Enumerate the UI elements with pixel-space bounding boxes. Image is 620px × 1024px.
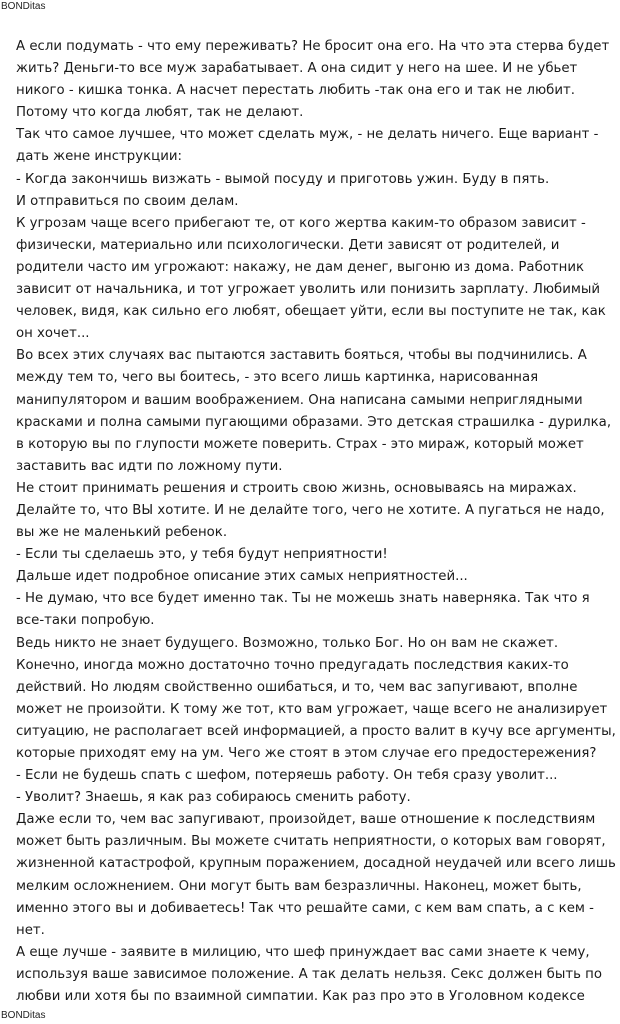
text-line: К угрозам чаще всего прибегают те, от кого жертва каким-то образом зависит - [16, 215, 586, 231]
text-line: Ведь никто не знает будущего. Возможно, только Бог. Но он вам не скажет. [16, 635, 559, 651]
text-line: Дальше идет подробное описание этих самых неприятностей... [16, 569, 468, 585]
text-line: Потому что когда любят, так не делают. [16, 105, 304, 121]
text-line: Во всех этих случаях вас пытаются заставить бояться, чтобы вы подчинились. А [16, 348, 587, 364]
text-line: нет. [16, 922, 45, 938]
text-line: - Не думаю, что все будет именно так. Ты не можешь знать наверняка. Так что я [16, 591, 590, 607]
text-line: ситуацию, не располагает всей информацией, а просто валит в кучу все аргументы, [16, 723, 616, 739]
text-line: никого - кишка тонка. А насчет перестать любить -так она его и так не любит. [16, 83, 575, 99]
text-line: Даже если то, чем вас запугивают, произойдет, ваше отношение к последствиям [16, 812, 596, 828]
footer-source-label: BONDitas [1, 1010, 46, 1021]
text-line: в которую вы по глупости можете поверить. Страх - это мираж, который может [16, 436, 584, 452]
text-line: родители часто им угрожают: накажу, не дам денег, выгоню из дома. Работник [16, 259, 585, 275]
text-line: заставить вас идти по ложному пути. [16, 458, 283, 474]
text-line: он хочет... [16, 326, 90, 342]
text-line: которые приходят ему на ум. Чего же стоят в этом случае его предостережения? [16, 746, 597, 761]
text-line: - Если не будешь спать с шефом, потеряешь работу. Он тебя сразу уволит... [16, 768, 558, 784]
text-line: именно этого вы и добиваетесь! Так что решайте сами, с кем вам спать, а с кем - [16, 900, 594, 916]
text-line: - Уволит? Знаешь, я как раз собираюсь сменить работу. [16, 790, 411, 806]
body-text [16, 36, 616, 1008]
text-line: манипулятором и вашим воображением. Она написана самыми неприглядными [16, 392, 583, 408]
text-line: зависит от начальника, и тот угрожает уволить или понизить зарплату. Любимый [16, 282, 601, 298]
text-line: красками и полна самыми пугающими образами. Это детская страшилка - дурилка, [16, 414, 612, 430]
text-line: жить? Деньги-то все муж зарабатывает. А она сидит у него на шее. И не убьет [16, 61, 578, 77]
text-line: - Когда закончишь визжать - вымой посуду и приготовь ужин. Буду в пять. [16, 171, 550, 187]
text-line: А если подумать - что ему переживать? Не бросит она его. На что эта стерва будет [16, 39, 610, 54]
text-line: любви или хотя бы по взаимной симпатии. Как раз про это в Уголовном кодексе [16, 989, 585, 1005]
text-line: может не произойти. К тому же тот, кто вам угрожает, чаще всего не анализирует [16, 701, 608, 717]
text-line: мелким осложнением. Они могут быть вам безразличны. Наконец, может быть, [16, 878, 582, 894]
text-line: дать жене инструкции: [16, 149, 182, 165]
text-line: Не стоит принимать решения и строить свою жизнь, основываясь на миражах. [16, 480, 577, 496]
text-line: все-таки попробую. [16, 613, 155, 629]
text-line: - Если ты сделаешь это, у тебя будут неприятности! [16, 547, 388, 563]
text-line: действий. Но людям свойственно ошибаться, и то, чем вас запугивают, вполне [16, 679, 578, 695]
text-line: человек, видя, как сильно его любят, обещает уйти, если вы поступите не так, как [16, 304, 606, 320]
text-line: физически, материально или психологически. Дети зависят от родителей, и [16, 237, 560, 253]
text-line: Конечно, иногда можно достаточно точно предугадать последствия каких-то [16, 657, 569, 673]
text-line: И отправиться по своим делам. [16, 193, 239, 209]
text-line: между тем то, чего вы боитесь, - это всего лишь картинка, нарисованная [16, 370, 539, 386]
text-line: может быть различным. Вы можете считать неприятности, о которых вам говорят, [16, 834, 606, 850]
text-line: А еще лучше - заявите в милицию, что шеф принуждает вас сами знаете к чему, [16, 944, 590, 960]
header-source-label: BONDitas [1, 1, 46, 12]
text-line: жизненной катастрофой, крупным поражением, досадной неудачей или всего лишь [16, 856, 616, 872]
text-line: Делайте то, что ВЫ хотите. И не делайте того, чего не хотите. А пугаться не надо, [16, 502, 605, 518]
text-line: используя ваше зависимое положение. А так делать нельзя. Секс должен быть по [16, 966, 602, 982]
text-line: Так что самое лучшее, что может сделать муж, - не делать ничего. Еще вариант - [16, 127, 599, 143]
text-line: вы же не маленький ребенок. [16, 525, 228, 541]
